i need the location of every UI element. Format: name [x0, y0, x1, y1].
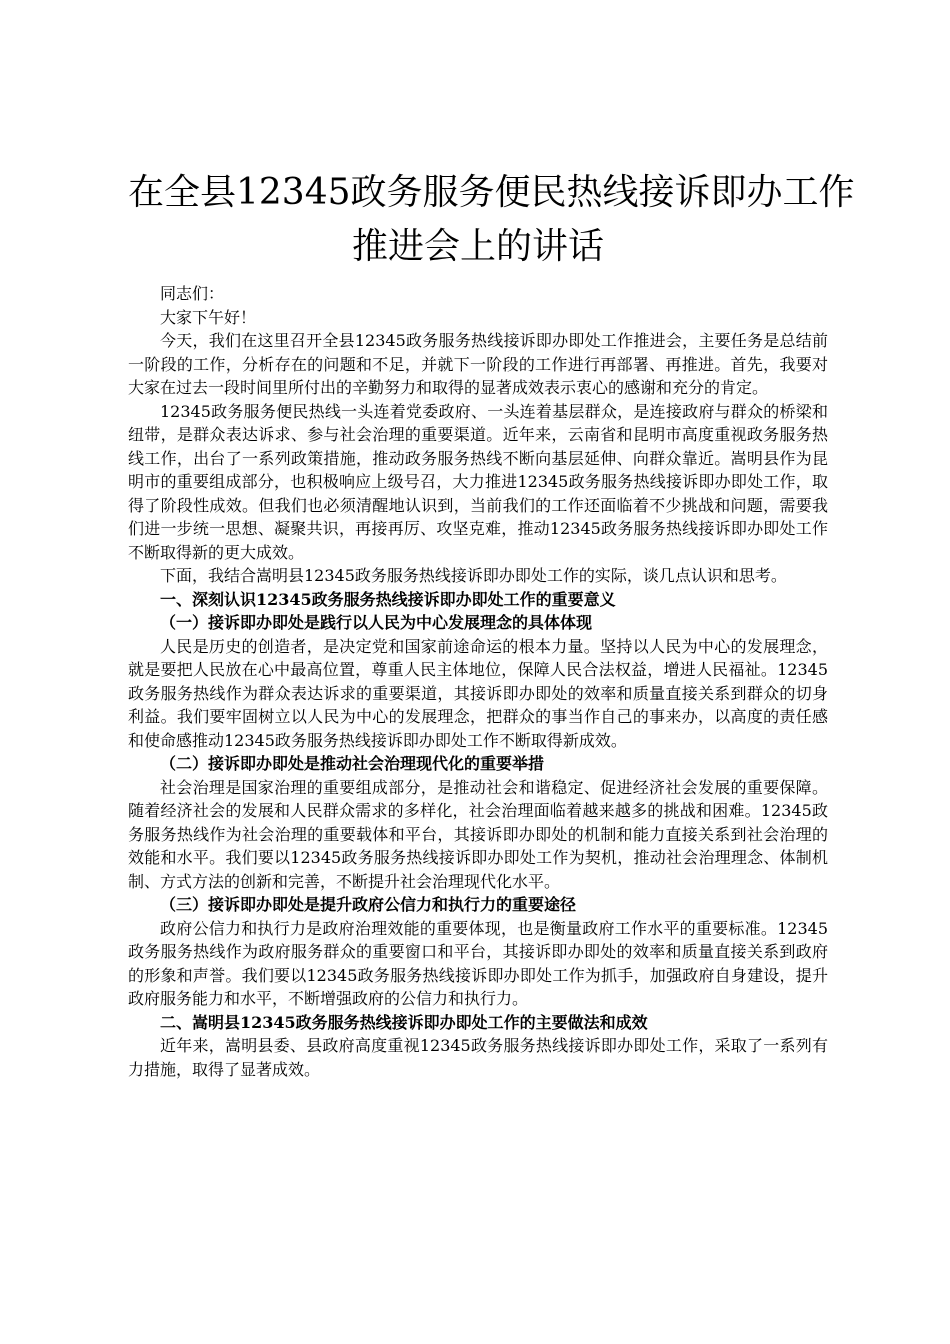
- title-line-1: 在全县12345政务服务便民热线接诉即办工作: [128, 172, 855, 213]
- section-heading-2: 二、嵩明县12345政务服务热线接诉即办即处工作的主要做法和成效: [160, 1012, 648, 1032]
- document-page: [128, 166, 855, 1081]
- subsection-heading-1-3: （三）接诉即办即处是提升政府公信力和执行力的重要途径: [160, 895, 577, 914]
- body-paragraph: 近年来，嵩明县委、县政府高度重视12345政务服务热线接诉即办即处工作，采取了一系列有力措施，取得了显著成效。: [128, 1036, 828, 1079]
- salutation: 同志们：: [160, 284, 225, 303]
- document-title: [128, 166, 855, 274]
- subsection-heading-1-1: （一）接诉即办即处是践行以人民为中心发展理念的具体体现: [160, 613, 593, 632]
- body-paragraph: 今天，我们在这里召开全县12345政务服务热线接诉即办即处工作推进会，主要任务是总结前一阶段的工作，分析存在的问题和不足，并就下一阶段的工作进行再部署、再推进。首先，我要对大家在过去一段时间里所付出的辛勤努力和取得的显著成效表示衷心的感谢和充分的肯定。: [128, 331, 828, 397]
- body-paragraph: 12345政务服务便民热线一头连着党委政府、一头连着基层群众，是连接政府与群众的桥梁和纽带，是群众表达诉求、参与社会治理的重要渠道。近年来，云南省和昆明市高度重视政务服务热线工作，出台了一系列政策措施，推动政务服务热线不断向基层延伸、向群众靠近。嵩明县作为昆明市的重要组成部分，也积极响应上级号召，大力推进12345政务服务热线接诉即办即处工作，取得了阶段性成效。但我们也必须清醒地认识到，当前我们的工作还面临着不少挑战和问题，需要我们进一步统一思想、凝聚共识，再接再厉、攻坚克难，推动12345政务服务热线接诉即办即处工作不断取得新的更大成效。: [128, 401, 828, 562]
- section-heading-1: 一、深刻认识12345政务服务热线接诉即办即处工作的重要意义: [160, 589, 616, 609]
- subsection-heading-1-2: （二）接诉即办即处是推动社会治理现代化的重要举措: [160, 754, 545, 773]
- body-paragraph: 人民是历史的创造者，是决定党和国家前途命运的根本力量。坚持以人民为中心的发展理念，就是要把人民放在心中最高位置，尊重人民主体地位，保障人民合法权益，增进人民福祉。12345政务服务热线作为群众表达诉求的重要渠道，其接诉即办即处的效率和质量直接关系到群众的切身利益。我们要牢固树立以人民为中心的发展理念，把群众的事当作自己的事来办，以高度的责任感和使命感推动12345政务服务热线接诉即办即处工作不断取得新成效。: [128, 636, 828, 750]
- greeting: 大家下午好！: [160, 307, 257, 327]
- title-line-2: 推进会上的讲话: [351, 226, 604, 267]
- body-paragraph: 社会治理是国家治理的重要组成部分，是推动社会和谐稳定、促进经济社会发展的重要保障。随着经济社会的发展和人民群众需求的多样化，社会治理面临着越来越多的挑战和困难。12345政务服务热线作为社会治理的重要载体和平台，其接诉即办即处的机制和能力直接关系到社会治理的效能和水平。我们要以12345政务服务热线接诉即办即处工作为契机，推动社会治理理念、体制机制、方式方法的创新和完善，不断提升社会治理现代化水平。: [128, 777, 828, 891]
- body-paragraph: 下面，我结合嵩明县12345政务服务热线接诉即办即处工作的实际，谈几点认识和思考。: [160, 566, 787, 585]
- body-paragraph: 政府公信力和执行力是政府治理效能的重要体现，也是衡量政府工作水平的重要标准。12345政务服务热线作为政府服务群众的重要窗口和平台，其接诉即办即处的效率和质量直接关系到政府的形象和声誉。我们要以12345政务服务热线接诉即办即处工作为抓手，加强政府自身建设，提升政府服务能力和水平，不断增强政府的公信力和执行力。: [128, 918, 828, 1008]
